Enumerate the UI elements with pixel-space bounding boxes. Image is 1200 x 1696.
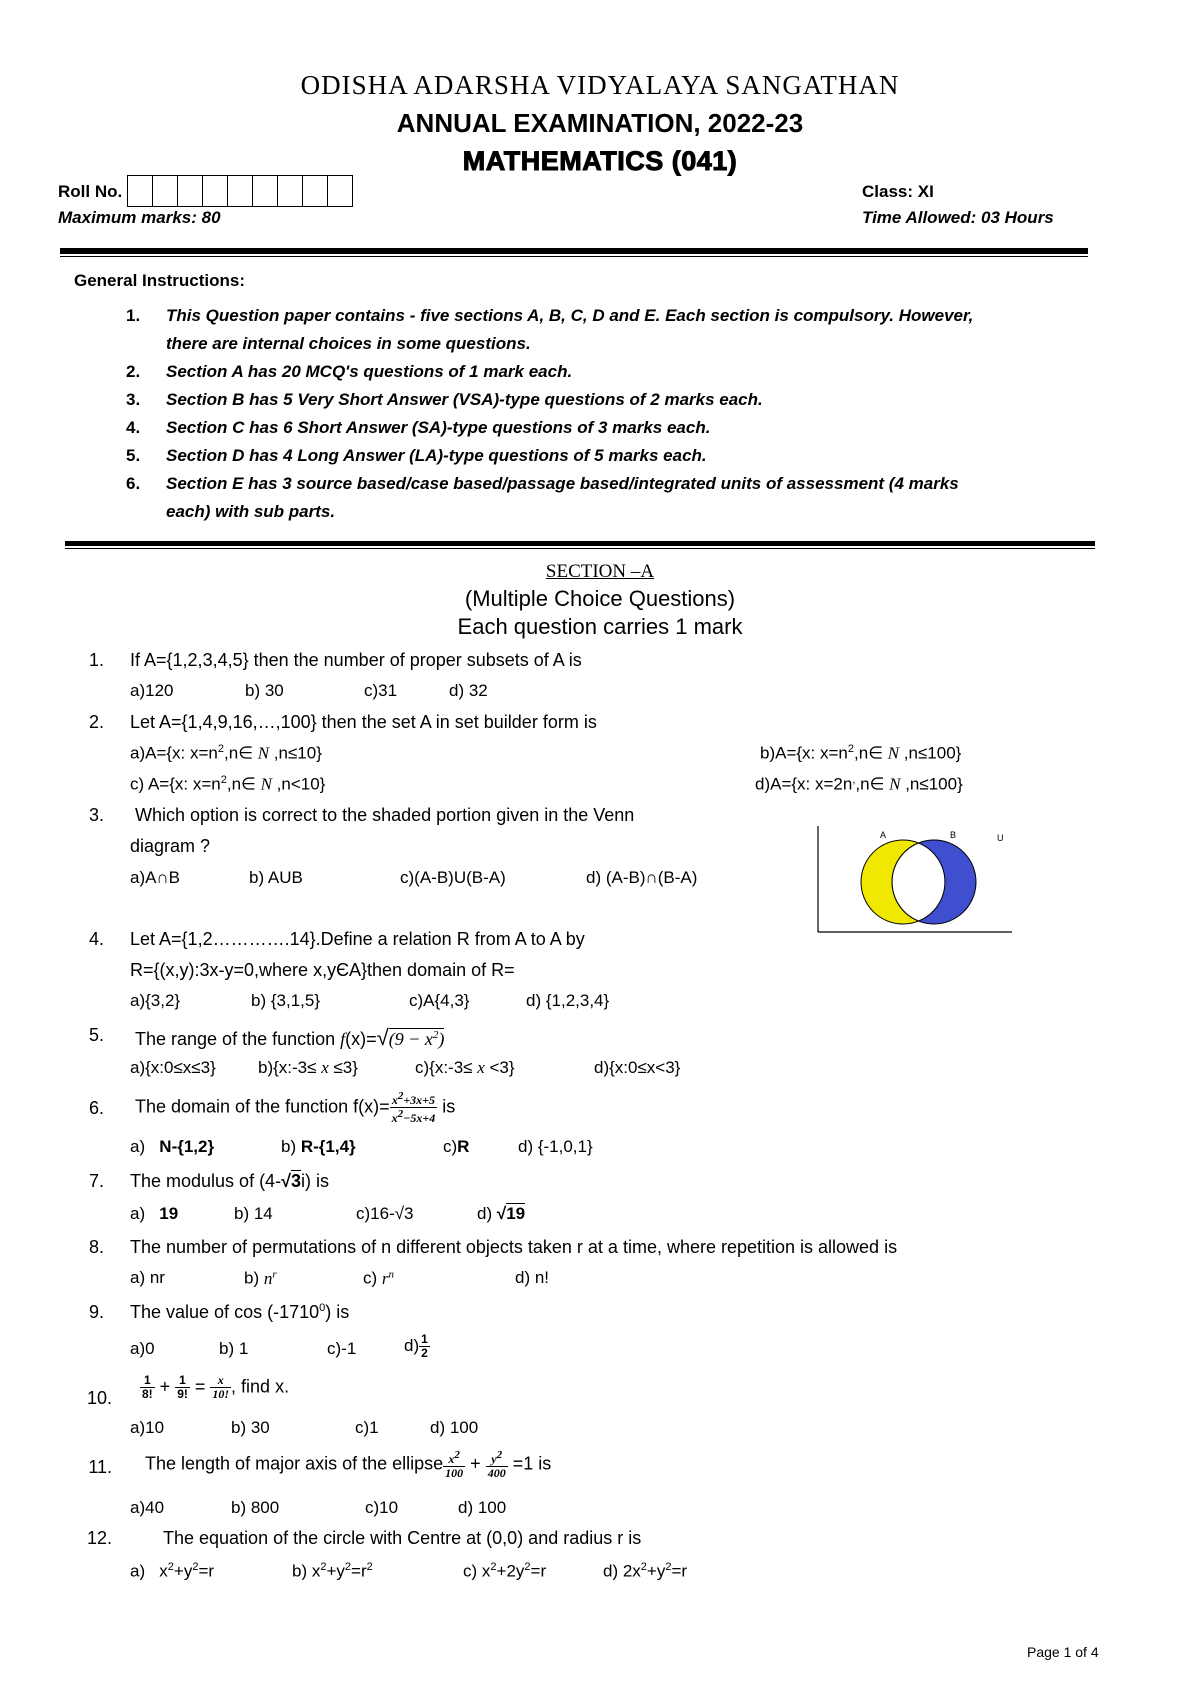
instruction-item <box>126 470 1116 526</box>
instruction-text: there are internal choices in some questions. <box>166 334 531 353</box>
question-text: Which option is correct to the shaded portion given in the Venn <box>135 805 635 825</box>
option-b: b) 30 <box>231 1418 270 1437</box>
instruction-item <box>126 414 1116 442</box>
question-number: 6. <box>88 1098 104 1118</box>
option-c: c)10 <box>365 1498 399 1517</box>
option-a: a)A={x: $x=n^2,n\in$ N ,n≤10} <box>130 743 322 763</box>
org-title: ODISHA ADARSHA VIDYALAYA SANGATHAN <box>300 70 900 100</box>
option-b: b) $x^2+y^2=r^2$ <box>292 1561 373 1581</box>
option-d: d){x:0≤x<3} <box>594 1058 681 1077</box>
class-label: Class: XI <box>862 182 934 201</box>
instruction-item <box>126 302 1116 358</box>
exam-title: ANNUAL EXAMINATION, 2022-23 <box>396 108 804 138</box>
header-divider <box>60 248 1088 254</box>
instruction-item <box>126 442 1116 470</box>
option-a <box>130 1137 214 1157</box>
option-d: d) 100 <box>458 1498 507 1517</box>
question-text: $\frac{1}{8!}$ + $\frac{1}{9!}$ = $\frac{x}{10!}$ , find x. <box>142 1373 290 1401</box>
question-number: 1. <box>88 650 104 670</box>
instruction-num: 1. <box>126 306 141 325</box>
option-a: a){x:0≤x≤3} <box>130 1058 216 1077</box>
option-c: c)31 <box>364 681 398 700</box>
venn-label-u: U <box>997 833 1004 843</box>
fraction: $\frac{x^2+3x+5}{x^2-5x+4}$ <box>391 1090 436 1125</box>
section-subtitle: (Multiple Choice Questions) <box>464 586 736 611</box>
question-number: 11. <box>88 1457 112 1477</box>
instruction-num: 2. <box>126 362 141 381</box>
question-number: 12. <box>86 1528 112 1548</box>
option-a: a) $x^2+y^2=r$ <box>130 1561 215 1581</box>
option-d: d) 32 <box>449 681 488 700</box>
option-d: d) n! <box>515 1268 550 1287</box>
option-c: c) $x^2+2y^2=r$ <box>463 1561 547 1581</box>
option-d: d) {1,2,3,4} <box>526 991 610 1010</box>
question-text: The modulus of (4-√3i) is <box>130 1171 329 1191</box>
instruction-text: Section C has 6 Short Answer (SA)-type questions of 3 marks each. <box>166 418 711 437</box>
question-number: 3. <box>88 805 104 825</box>
option-value: R-{1,4} <box>300 1137 356 1156</box>
option-prefix: a) <box>130 1137 146 1156</box>
option-d <box>404 1333 430 1360</box>
question-text-tail: , find x. <box>231 1376 290 1397</box>
question-text: R={(x,y):3x-y=0,where x,yЄA}then domain of R= <box>130 960 515 980</box>
fraction: $\frac{x}{10!}$ <box>212 1373 230 1401</box>
option-b: b)A={x: $x=n^2,n\in$ N ,n≤100} <box>760 743 962 763</box>
fraction: $\frac{1}{8!}$ <box>142 1373 153 1401</box>
instruction-num: 5. <box>126 446 141 465</box>
option-c: c)A{4,3} <box>409 991 470 1010</box>
option-value: N-{1,2} <box>159 1137 215 1156</box>
option-a: a) nr <box>130 1268 165 1287</box>
option-a: a)40 <box>130 1498 165 1517</box>
question-text: diagram ? <box>130 836 211 856</box>
fraction: $\frac{x^2}{100}$ <box>445 1449 464 1480</box>
question-text <box>135 1090 455 1125</box>
question-number: 2. <box>88 712 104 732</box>
max-marks: Maximum marks: 80 <box>58 208 221 227</box>
question-text: The equation of the circle with Centre at (0,0) and radius r is <box>163 1528 642 1548</box>
question-text-lead: The domain of the function f(x)= <box>135 1096 390 1117</box>
question-text: The range of the function $f(x)=√(9 - x^2)$ <box>135 1025 445 1050</box>
instruction-text: Section A has 20 MCQ's questions of 1 mark each. <box>166 362 573 381</box>
option-a: a)0 <box>130 1339 155 1358</box>
option-prefix: b) <box>244 1268 260 1288</box>
time-allowed: Time Allowed: 03 Hours <box>862 208 1054 227</box>
option-b: b) AUB <box>249 868 303 887</box>
instruction-item <box>126 358 1116 386</box>
question-text: The number of permutations of n different objects taken r at a time, where repetition is allowed is <box>130 1237 898 1257</box>
option-c <box>443 1137 469 1157</box>
instruction-text: Section E has 3 source based/case based/passage based/integrated units of assessment (4 marks <box>166 474 959 493</box>
instruction-num: 6. <box>126 474 141 493</box>
instruction-text: Section D has 4 Long Answer (LA)-type questions of 5 marks each. <box>166 446 707 465</box>
instruction-item <box>126 386 1116 414</box>
question-text: The length of major axis of the ellipse $\frac{x^2}{100}$ + $\frac{y^2}{400}$ =1 is <box>145 1449 552 1480</box>
option-c: c) $r^n$ <box>363 1268 395 1288</box>
instruction-num: 3. <box>126 390 141 409</box>
option-b: b) 14 <box>234 1204 273 1223</box>
option-b: b) 800 <box>231 1498 280 1517</box>
header-divider-thin <box>60 256 1088 257</box>
option-prefix: c) <box>363 1268 378 1288</box>
option-prefix: b) <box>281 1137 297 1156</box>
venn-diagram <box>817 826 1012 933</box>
section-divider-thin <box>65 548 1095 549</box>
option-d: d) $2x^2+y^2=r$ <box>603 1561 688 1581</box>
option-b: b) {3,1,5} <box>251 991 321 1010</box>
section-marks-note: Each question carries 1 mark <box>457 614 743 639</box>
question-text: The value of cos (-1710$^0$) is <box>130 1302 350 1322</box>
venn-label-b: B <box>950 830 957 840</box>
option-prefix: a) <box>130 1204 146 1223</box>
option-c: c)-1 <box>327 1339 357 1358</box>
instruction-num: 4. <box>126 418 141 437</box>
question-text-tail: i) is <box>300 1171 329 1191</box>
option-prefix: a) <box>130 1561 146 1581</box>
option-d: d)A={x: x=2n,,n∈ N ,n≤100} <box>755 774 963 794</box>
option-d: d) (A-B)∩(B-A) <box>586 868 698 887</box>
option-value: 19 <box>159 1204 179 1223</box>
option-c: c){x:-3≤ x <3} <box>415 1058 515 1077</box>
option-b <box>281 1137 356 1157</box>
question-number: 8. <box>88 1237 104 1257</box>
question-number: 10. <box>86 1388 112 1408</box>
fraction: $\frac{1}{2}$ <box>421 1332 428 1360</box>
question-text-tail: ) is <box>325 1302 350 1322</box>
subject-title: MATHEMATICS (041) <box>462 146 738 176</box>
section-divider <box>65 541 1095 546</box>
instructions-list <box>126 302 1116 526</box>
question-text: Let A={1,4,9,16,…,100} then the set A in set builder form is <box>130 712 597 732</box>
question-number: 7. <box>88 1171 104 1191</box>
instruction-text: each) with sub parts. <box>166 502 336 521</box>
option-prefix: d) <box>477 1204 493 1223</box>
option-b: b) 30 <box>245 681 284 700</box>
question-text-tail: =1 is <box>512 1453 552 1474</box>
option-a: a)10 <box>130 1418 165 1437</box>
roll-number-boxes <box>127 175 353 207</box>
option-a: a){3,2} <box>130 991 181 1010</box>
option-d: d) 100 <box>430 1418 479 1437</box>
fraction: $\frac{1}{9!}$ <box>177 1373 188 1401</box>
question-text: Let A={1,2………….14}.Define a relation R from A to A by <box>130 929 585 949</box>
question-text-lead: The modulus of (4- <box>130 1171 282 1191</box>
instructions-title: General Instructions: <box>74 271 245 290</box>
option-a: a)120 <box>130 681 174 700</box>
question-text-lead: The value of cos (-1710 <box>130 1302 320 1322</box>
option-b: b) 1 <box>219 1339 249 1358</box>
option-a <box>130 1204 178 1224</box>
question-text: If A={1,2,3,4,5} then the number of proper subsets of A is <box>130 650 582 670</box>
option-d: d) √19 <box>477 1204 526 1223</box>
section-title: SECTION –A <box>545 561 655 582</box>
option-c: c) A={x: $x=n^2,n\in$ N ,n<10} <box>130 774 326 794</box>
option-d: d) {-1,0,1} <box>518 1137 593 1156</box>
option-b: b){x:-3≤ x ≤3} <box>258 1058 358 1077</box>
option-prefix: c) <box>443 1137 458 1156</box>
option-a: a)A∩B <box>130 868 181 887</box>
venn-label-a: A <box>880 830 887 840</box>
option-c: c)1 <box>355 1418 379 1437</box>
option-prefix: d) <box>404 1335 420 1355</box>
fraction: $\frac{y^2}{400}$ <box>487 1449 506 1480</box>
question-text-lead: The length of major axis of the ellipse <box>145 1453 444 1474</box>
question-text-tail: is <box>442 1096 456 1117</box>
question-number: 4. <box>88 929 104 949</box>
question-text-lead: The range of the function <box>135 1029 336 1049</box>
option-b: b) $n^r$ <box>244 1268 277 1288</box>
option-c: c)(A-B)U(B-A) <box>400 868 506 887</box>
option-c: c)16-√3 <box>356 1204 414 1223</box>
option-value: R <box>457 1137 470 1156</box>
roll-label: Roll No. <box>58 182 123 201</box>
page-number: Page 1 of 4 <box>1027 1644 1099 1660</box>
instruction-text: This Question paper contains - five sections A, B, C, D and E. Each section is compulsory. However, <box>166 306 974 325</box>
question-number: 9. <box>88 1302 104 1322</box>
instruction-text: Section B has 5 Very Short Answer (VSA)-type questions of 2 marks each. <box>166 390 763 409</box>
question-number: 5. <box>88 1025 104 1045</box>
